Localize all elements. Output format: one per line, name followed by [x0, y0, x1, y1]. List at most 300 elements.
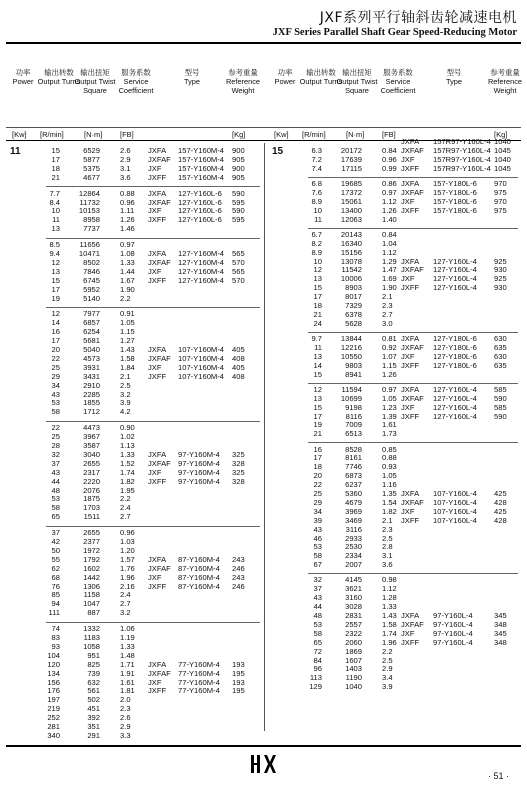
model-type: 107-Y160M-4 — [178, 362, 225, 372]
output-turns: 74 — [51, 624, 60, 634]
output-turns: 25 — [313, 489, 322, 498]
service-coefficient: 3.3 — [120, 730, 131, 740]
service-coefficient: 1.33 — [382, 602, 397, 612]
output-torque: 1972 — [83, 545, 100, 555]
reference-weight: 325 — [232, 467, 245, 477]
output-torque: 5040 — [83, 345, 100, 354]
series-code: JXFAF — [401, 265, 424, 275]
column-header-en: Output Twist Square — [74, 77, 116, 95]
service-coefficient: 0.90 — [120, 423, 135, 433]
footer-rule — [6, 745, 521, 747]
service-coefficient: 0.93 — [382, 462, 397, 472]
series-code: JXFAF — [401, 187, 424, 197]
series-code: JXFA — [401, 611, 420, 620]
output-torque: 4679 — [345, 497, 362, 507]
reference-weight: 905 — [232, 172, 245, 182]
output-turns: 6.7 — [311, 229, 322, 239]
reference-weight: 585 — [494, 384, 507, 394]
output-torque: 20172 — [340, 146, 362, 155]
service-coefficient: 1.02 — [120, 432, 135, 442]
model-type: 87-Y160M-4 — [178, 563, 220, 573]
column-header-cn: 输出转数 — [306, 68, 336, 77]
column-header — [274, 68, 296, 86]
unit-label: [FB] — [382, 130, 396, 139]
service-coefficient: 1.58 — [120, 353, 135, 363]
service-coefficient: 1.06 — [120, 624, 135, 634]
unit-label: [N·m] — [84, 130, 103, 139]
service-coefficient: 1.58 — [382, 619, 397, 629]
output-turns: 14 — [51, 318, 60, 328]
output-turns: 48 — [313, 611, 322, 620]
unit-label: [N·m] — [346, 130, 365, 139]
service-coefficient: 0.88 — [382, 453, 397, 463]
model-type: 97-Y160M-4 — [178, 476, 220, 486]
group-divider — [308, 228, 518, 229]
output-torque: 6378 — [345, 309, 362, 319]
series-code: JXFF — [401, 515, 420, 525]
output-torque: 12063 — [340, 214, 362, 224]
output-turns: 176 — [47, 686, 60, 696]
service-coefficient: 1.95 — [120, 485, 135, 495]
unit-label: [FB] — [120, 130, 134, 139]
series-code: JXFF — [401, 360, 420, 370]
service-coefficient: 3.6 — [120, 172, 131, 182]
service-coefficient: 1.40 — [382, 214, 397, 224]
output-turns: 53 — [313, 542, 322, 552]
series-code: JXF — [148, 266, 162, 276]
reference-weight: 970 — [494, 196, 507, 206]
model-type: 77-Y160M-4 — [178, 659, 220, 669]
output-turns: 12 — [313, 265, 322, 275]
output-turns: 6.3 — [311, 146, 322, 155]
reference-weight: 595 — [232, 197, 245, 207]
output-torque: 7009 — [345, 420, 362, 430]
model-type: 87-Y160M-4 — [178, 554, 220, 564]
model-type: 107-Y160L-4 — [433, 515, 477, 525]
output-turns: 12 — [313, 384, 322, 394]
series-code: JXFA — [148, 449, 167, 459]
model-type: 157-Y160M-4 — [178, 163, 225, 173]
column-header — [434, 68, 474, 86]
series-code: JXFF — [401, 163, 420, 173]
output-turns: 17 — [313, 453, 322, 463]
service-coefficient: 0.96 — [382, 154, 397, 164]
model-type: 77-Y160M-4 — [178, 686, 220, 696]
series-code: JXFAF — [148, 563, 171, 573]
service-coefficient: 0.84 — [382, 146, 397, 155]
column-header-cn: 服务系数 — [383, 68, 413, 77]
series-code: JXFF — [148, 686, 167, 696]
output-torque: 502 — [87, 695, 100, 705]
unit-label: [R/min] — [302, 130, 326, 139]
reference-weight: 193 — [232, 659, 245, 669]
group-divider — [46, 526, 260, 527]
service-coefficient: 0.88 — [120, 188, 135, 198]
output-turns: 28 — [51, 441, 60, 450]
output-torque: 19685 — [340, 179, 362, 188]
model-type: 127-Y160L-4 — [433, 274, 477, 284]
service-coefficient: 2.5 — [120, 380, 131, 390]
output-turns: 58 — [51, 407, 60, 417]
reference-weight: 193 — [232, 677, 245, 687]
service-coefficient: 1.73 — [382, 429, 397, 439]
column-header — [336, 68, 378, 95]
output-turns: 50 — [51, 545, 60, 555]
reference-weight: 328 — [232, 476, 245, 486]
output-torque: 12216 — [340, 342, 362, 352]
service-coefficient: 1.69 — [382, 274, 397, 284]
output-torque: 11656 — [79, 240, 100, 250]
output-turns: 11 — [52, 215, 60, 225]
series-code: JXFF — [401, 637, 420, 647]
service-coefficient: 0.96 — [120, 197, 135, 207]
output-turns: 15 — [51, 275, 60, 285]
service-coefficient: 0.98 — [382, 575, 397, 585]
reference-weight: 590 — [232, 188, 245, 198]
group-divider — [308, 442, 518, 443]
output-torque: 13844 — [340, 334, 362, 343]
reference-weight: 635 — [494, 360, 507, 370]
output-turns: 10 — [313, 256, 322, 266]
series-code: JXFA — [148, 554, 167, 564]
column-header-en: Output Twist Square — [336, 77, 378, 95]
model-type: 127-Y160M-4 — [178, 266, 225, 276]
output-torque: 3967 — [83, 432, 100, 442]
service-coefficient: 1.33 — [120, 641, 135, 651]
series-code: JXF — [148, 362, 162, 372]
output-torque: 3621 — [345, 584, 362, 594]
output-torque: 4473 — [83, 423, 100, 433]
output-turns: 58 — [51, 503, 60, 513]
output-turns: 10 — [313, 205, 322, 215]
service-coefficient: 3.4 — [382, 673, 393, 683]
output-torque: 17115 — [341, 163, 362, 173]
service-coefficient: 2.4 — [120, 590, 131, 600]
series-code: JXFA — [148, 188, 167, 198]
output-turns: 53 — [51, 398, 60, 408]
page-number: · 51 · — [487, 771, 509, 781]
model-type: 97-Y160M-4 — [178, 449, 220, 459]
service-coefficient: 1.26 — [382, 369, 397, 379]
series-code: JXFA — [401, 137, 420, 147]
service-coefficient: 2.0 — [120, 695, 131, 705]
service-coefficient: 1.39 — [382, 411, 397, 421]
column-header-cn: 输出扭矩 — [80, 68, 110, 77]
column-header-cn: 功率 — [277, 68, 293, 77]
reference-weight: 195 — [232, 686, 245, 696]
title-en: JXF Series Parallel Shaft Gear Speed-Reducing Motor — [272, 27, 517, 38]
output-turns: 16 — [51, 327, 60, 337]
series-code: JXFAF — [148, 668, 171, 678]
service-coefficient: 2.1 — [120, 371, 131, 381]
reference-weight: 425 — [494, 506, 507, 516]
group-divider — [308, 177, 518, 178]
output-torque: 12864 — [78, 188, 100, 198]
service-coefficient: 1.15 — [120, 327, 135, 337]
output-torque: 3160 — [345, 593, 362, 603]
output-torque: 561 — [87, 686, 100, 696]
output-torque: 10153 — [78, 206, 100, 216]
output-turns: 17 — [313, 292, 322, 302]
output-turns: 46 — [313, 533, 322, 543]
reference-weight: 1045 — [494, 146, 511, 155]
output-torque: 3040 — [83, 449, 100, 459]
output-turns: 84 — [313, 655, 322, 665]
output-torque: 5375 — [83, 163, 100, 173]
output-turns: 8.4 — [49, 197, 60, 207]
output-turns: 281 — [47, 722, 60, 731]
group-divider — [46, 622, 260, 623]
output-turns: 15 — [313, 283, 322, 293]
series-code: JXFF — [148, 215, 167, 225]
output-turns: 67 — [313, 560, 322, 570]
series-code: JXFA — [148, 249, 167, 258]
service-coefficient: 1.33 — [120, 449, 135, 459]
reference-weight: 405 — [232, 345, 245, 354]
reference-weight: 630 — [494, 351, 507, 361]
series-code: JXFF — [401, 205, 420, 215]
series-code: JXFA — [148, 146, 167, 155]
series-code: JXFF — [148, 476, 167, 486]
output-turns: 21 — [313, 429, 322, 439]
output-turns: 13 — [313, 274, 322, 284]
output-torque: 7737 — [83, 224, 100, 234]
output-torque: 8017 — [345, 292, 362, 302]
output-turns: 25 — [51, 432, 60, 442]
output-turns: 44 — [51, 476, 60, 486]
service-coefficient: 1.46 — [120, 224, 135, 234]
output-turns: 29 — [51, 371, 60, 381]
output-turns: 58 — [313, 628, 322, 638]
output-torque: 2655 — [83, 528, 100, 538]
output-turns: 11 — [314, 342, 322, 352]
series-code: JXF — [401, 628, 415, 638]
output-torque: 1190 — [345, 673, 362, 683]
service-coefficient: 1.04 — [382, 238, 397, 248]
model-type: 127-Y160L-4 — [433, 393, 477, 403]
service-coefficient: 3.9 — [120, 398, 131, 408]
output-torque: 10699 — [340, 393, 362, 403]
reference-weight: 348 — [494, 637, 507, 647]
output-torque: 4677 — [83, 172, 100, 182]
output-turns: 76 — [51, 581, 60, 591]
output-turns: 20 — [313, 471, 322, 481]
output-torque: 2933 — [345, 533, 362, 543]
output-torque: 1703 — [83, 503, 100, 513]
service-coefficient: 0.86 — [382, 179, 397, 188]
model-type: 107-Y160M-4 — [178, 345, 225, 354]
unit-label: [Kg] — [494, 130, 508, 139]
output-torque: 887 — [87, 608, 100, 618]
service-coefficient: 1.84 — [120, 362, 135, 372]
output-turns: 17 — [51, 336, 60, 346]
model-type: 107-Y160M-4 — [178, 371, 225, 381]
reference-weight: 595 — [232, 215, 245, 225]
series-code: JXF — [401, 274, 415, 284]
output-torque: 8116 — [345, 411, 362, 421]
reference-weight: 1040 — [494, 154, 511, 164]
service-coefficient: 1.48 — [120, 650, 135, 660]
output-torque: 8502 — [83, 257, 100, 267]
reference-weight: 243 — [232, 572, 245, 582]
model-type: 157R97-Y160L-4 — [433, 154, 491, 164]
output-torque: 1875 — [83, 494, 100, 504]
output-torque: 739 — [87, 668, 100, 678]
output-torque: 7977 — [83, 309, 100, 319]
series-code: JXFAF — [148, 154, 171, 164]
reference-weight: 565 — [232, 266, 245, 276]
service-coefficient: 0.99 — [382, 163, 397, 173]
group-divider — [308, 332, 518, 333]
output-torque: 3028 — [345, 602, 362, 612]
output-torque: 17639 — [340, 154, 362, 164]
output-turns: 18 — [313, 462, 322, 472]
reference-weight: 408 — [232, 371, 245, 381]
service-coefficient: 2.1 — [382, 515, 393, 525]
output-torque: 3431 — [83, 371, 100, 381]
model-type: 97-Y160L-4 — [433, 611, 473, 620]
series-code: JXF — [148, 467, 162, 477]
header-rule — [6, 42, 521, 44]
output-turns: 21 — [313, 309, 322, 319]
output-turns: 15 — [313, 369, 322, 379]
output-turns: 252 — [47, 713, 60, 723]
output-torque: 8958 — [83, 215, 100, 225]
output-turns: 13 — [313, 351, 322, 361]
reference-weight: 246 — [232, 581, 245, 591]
reference-weight: 1040 — [494, 137, 511, 147]
series-code: JXFA — [401, 384, 420, 394]
power-value: 11 — [10, 146, 21, 157]
output-turns: 25 — [51, 362, 60, 372]
model-type: 97-Y160L-4 — [433, 619, 473, 629]
output-torque: 1855 — [83, 398, 100, 408]
output-torque: 6857 — [83, 318, 100, 328]
service-coefficient: 2.5 — [382, 533, 393, 543]
series-code: JXF — [401, 506, 415, 516]
output-turns: 18 — [51, 163, 60, 173]
output-turns: 44 — [313, 602, 322, 612]
series-code: JXFAF — [148, 353, 171, 363]
output-turns: 340 — [47, 730, 60, 740]
service-coefficient: 3.6 — [382, 560, 393, 570]
series-code: JXFF — [148, 371, 167, 381]
service-coefficient: 1.11 — [120, 206, 135, 216]
output-torque: 1792 — [83, 554, 100, 564]
output-torque: 2334 — [345, 551, 362, 561]
output-turns: 62 — [51, 563, 60, 573]
output-torque: 5140 — [83, 293, 100, 303]
model-type: 157-Y180L-6 — [433, 196, 477, 206]
output-turns: 7.6 — [311, 187, 322, 197]
service-coefficient: 2.16 — [120, 581, 135, 591]
service-coefficient: 1.90 — [382, 283, 397, 293]
column-header-en: Power — [12, 77, 34, 86]
column-header-en: Service Coefficient — [118, 77, 154, 95]
reference-weight: 975 — [494, 205, 507, 215]
output-torque: 4573 — [83, 353, 100, 363]
output-torque: 9803 — [345, 360, 362, 370]
service-coefficient: 0.97 — [382, 384, 397, 394]
output-torque: 11542 — [341, 265, 362, 275]
output-torque: 2060 — [345, 637, 362, 647]
service-coefficient: 1.81 — [120, 686, 135, 696]
service-coefficient: 1.26 — [382, 205, 397, 215]
output-torque: 11594 — [341, 384, 362, 394]
service-coefficient: 1.44 — [120, 266, 135, 276]
output-turns: 197 — [47, 695, 60, 705]
column-header-en: Type — [183, 77, 201, 86]
output-torque: 5952 — [83, 284, 100, 294]
output-torque: 6873 — [345, 471, 362, 481]
output-torque: 1183 — [83, 633, 100, 642]
output-torque: 392 — [87, 713, 100, 723]
output-torque: 17372 — [340, 187, 362, 197]
reference-weight: 570 — [232, 257, 245, 267]
service-coefficient: 2.2 — [120, 293, 131, 303]
service-coefficient: 2.3 — [382, 524, 393, 534]
output-turns: 9.4 — [49, 249, 60, 258]
model-type: 157R97-Y160L-4 — [433, 137, 491, 147]
service-coefficient: 1.12 — [382, 196, 397, 206]
output-torque: 1058 — [83, 641, 100, 651]
column-header — [115, 68, 157, 95]
output-torque: 5877 — [83, 154, 100, 164]
title-cn: JXF系列平行轴斜齿轮减速电机 — [319, 10, 517, 26]
output-turns: 32 — [51, 449, 60, 459]
column-header — [12, 68, 34, 86]
series-code: JXFAF — [401, 497, 424, 507]
service-coefficient: 1.76 — [120, 563, 135, 573]
model-type: 97-Y160L-4 — [433, 628, 473, 638]
service-coefficient: 1.33 — [120, 257, 135, 267]
output-turns: 96 — [313, 664, 322, 674]
service-coefficient: 1.52 — [120, 458, 135, 468]
output-torque: 1712 — [83, 407, 100, 417]
service-coefficient: 1.57 — [120, 554, 135, 564]
service-coefficient: 1.35 — [382, 489, 397, 498]
model-type: 157-Y160M-4 — [178, 146, 225, 155]
reference-weight: 970 — [494, 179, 507, 188]
model-type: 127-Y160L-4 — [433, 265, 477, 275]
group-divider — [46, 421, 260, 422]
service-coefficient: 2.7 — [120, 512, 131, 522]
output-turns: 65 — [51, 512, 60, 522]
output-torque: 15061 — [340, 196, 362, 206]
column-header-en: Output Turns — [37, 77, 81, 86]
header-top-rule — [6, 127, 521, 128]
output-torque: 7746 — [345, 462, 362, 472]
output-torque: 2530 — [345, 542, 362, 552]
service-coefficient: 2.9 — [382, 664, 393, 674]
service-coefficient: 3.1 — [382, 551, 393, 561]
output-turns: 55 — [51, 554, 60, 564]
service-coefficient: 1.54 — [382, 497, 397, 507]
output-turns: 24 — [313, 318, 322, 328]
output-turns: 58 — [313, 551, 322, 561]
service-coefficient: 1.61 — [120, 677, 135, 687]
reference-weight: 428 — [494, 515, 507, 525]
service-coefficient: 2.6 — [120, 713, 131, 723]
output-turns: 72 — [313, 646, 322, 656]
reference-weight: 348 — [494, 619, 507, 629]
output-turns: 34 — [313, 506, 322, 516]
output-torque: 10006 — [340, 274, 362, 284]
series-code: JXFA — [401, 489, 420, 498]
service-coefficient: 2.5 — [382, 655, 393, 665]
service-coefficient: 1.12 — [382, 247, 397, 257]
unit-label: [Kw] — [12, 130, 27, 139]
